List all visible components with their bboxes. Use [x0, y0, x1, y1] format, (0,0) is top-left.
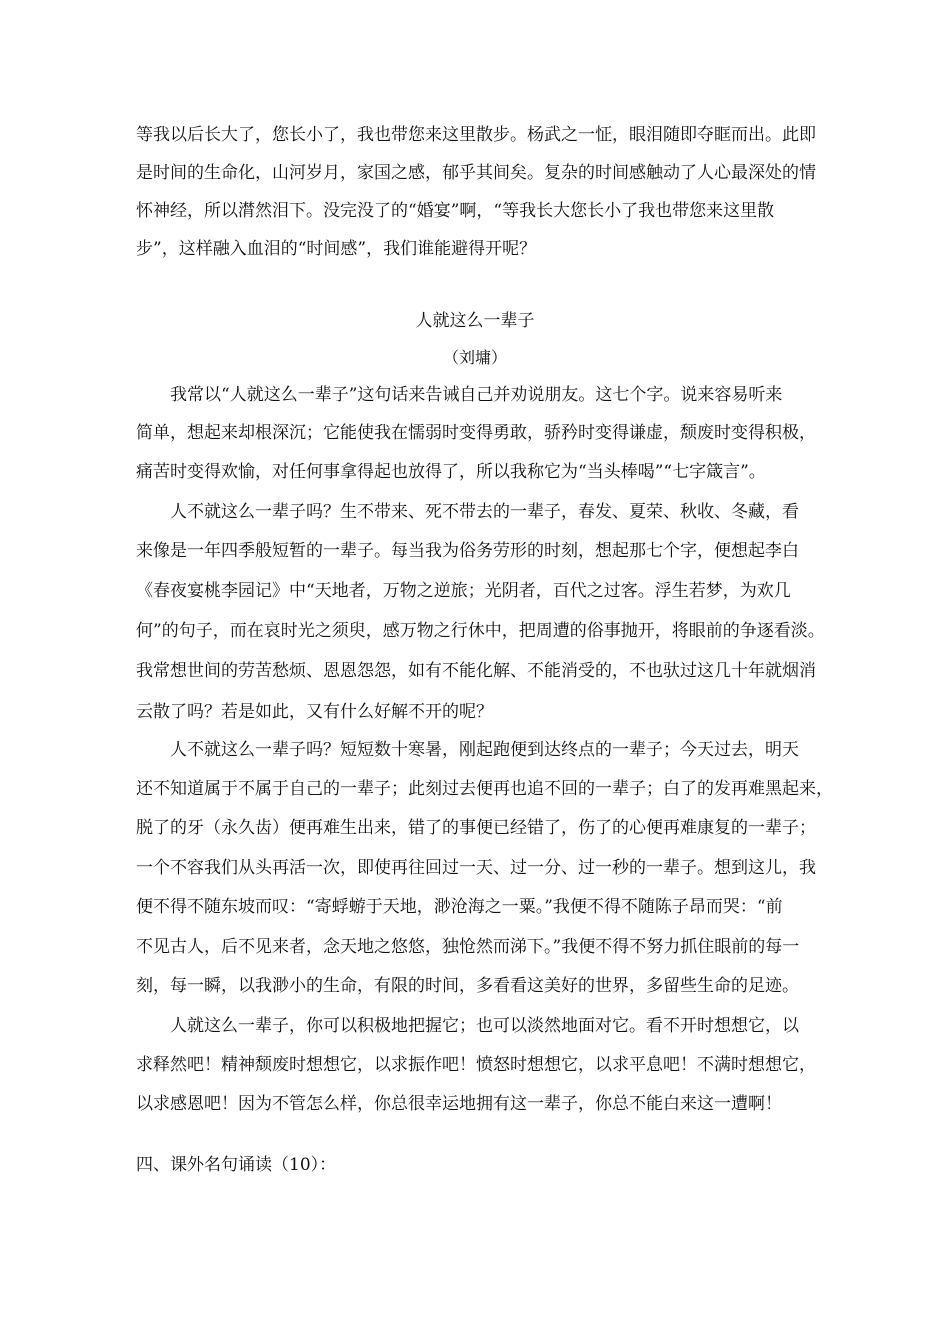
article-line-5: 来像是一年四季般短暂的一辈子。每当我为俗务劳形的时刻，想起那七个字，便想起李白 — [136, 541, 799, 561]
article-line-14: 便不得不随东坡而叹：“寄蜉蝣于天地，渺沧海之一粟。”我便不得不随陈子昂而哭：“前 — [136, 897, 783, 917]
article-author: （刘墉） — [442, 348, 507, 367]
intro-line-3: 怀神经，所以潸然泪下。没完没了的“婚宴”啊，“等我长大您长小了我也带您来这里散 — [136, 201, 775, 221]
article-line-13: 一个不容我们从头再活一次，即使再往回过一天、过一分、过一秒的一辈子。想到这儿，我 — [136, 858, 816, 878]
article-line-2: 简单，想起来却根深沉；它能使我在懦弱时变得勇敢，骄矜时变得谦虚，颓废时变得积极， — [136, 423, 816, 443]
article-line-15: 不见古人，后不见来者，念天地之悠悠，独怆然而涕下。”我便不得不努力抓住眼前的每一 — [136, 937, 800, 957]
section-heading: 四、课外名句诵读（10）： — [136, 1155, 337, 1175]
intro-line-2: 是时间的生命化，山河岁月，家国之感，郁乎其间矣。复杂的时间感触动了人心最深处的情 — [136, 163, 816, 183]
article-line-4: 人不就这么一辈子吗？生不带来、死不带去的一辈子，春发、夏荣、秋收、冬藏，看 — [136, 502, 799, 522]
intro-line-4: 步”，这样融入血泪的“时间感”，我们谁能避得开呢？ — [136, 239, 537, 259]
article-line-3: 痛苦时变得欢愉，对任何事拿得起也放得了，所以我称它为“当头棒喝”“七字箴言”。 — [136, 462, 766, 482]
article-line-9: 云散了吗？若是如此，又有什么好解不开的呢？ — [136, 702, 493, 722]
article-line-1: 我常以“人就这么一辈子”这句话来告诫自己并劝说朋友。这七个字。说来容易听来 — [136, 385, 783, 405]
article-line-8: 我常想世间的劳苦愁烦、恩恩怨怨，如有不能化解、不能消受的，不也驮过这几十年就烟消 — [136, 661, 816, 681]
article-line-17: 人就这么一辈子，你可以积极地把握它；也可以淡然地面对它。看不开时想想它，以 — [136, 1016, 799, 1036]
article-line-12: 脱了的牙（永久齿）便再难生出来，错了的事便已经错了，伤了的心便再难康复的一辈子； — [136, 818, 816, 838]
article-line-18: 求释然吧！精神颓废时想想它，以求振作吧！愤怒时想想它，以求平息吧！不满时想想它， — [136, 1055, 816, 1075]
article-line-11: 还不知道属于不属于自己的一辈子；此刻过去便再也追不回的一辈子；白了的发再难黑起来， — [136, 779, 833, 799]
intro-line-1: 等我以后长大了，您长小了，我也带您来这里散步。杨武之一怔，眼泪随即夺眶而出。此即 — [136, 125, 816, 145]
article-title: 人就这么一辈子 — [415, 311, 535, 331]
article-line-7: 何”的句子，而在哀时光之须臾，感万物之行休中，把周遭的俗事抛开，将眼前的争逐看淡。 — [136, 621, 825, 641]
article-line-16: 刻，每一瞬，以我渺小的生命，有限的时间，多看看这美好的世界，多留些生命的足迹。 — [136, 976, 799, 996]
article-line-10: 人不就这么一辈子吗？短短数十寒暑，刚起跑便到达终点的一辈子；今天过去，明天 — [136, 740, 799, 760]
article-line-6: 《春夜宴桃李园记》中“天地者，万物之逆旅；光阴者，百代之过客。浮生若梦，为欢几 — [136, 581, 791, 601]
article-line-19: 以求感恩吧！因为不管怎么样，你总很幸运地拥有这一辈子，你总不能白来这一遭啊！ — [136, 1094, 782, 1114]
